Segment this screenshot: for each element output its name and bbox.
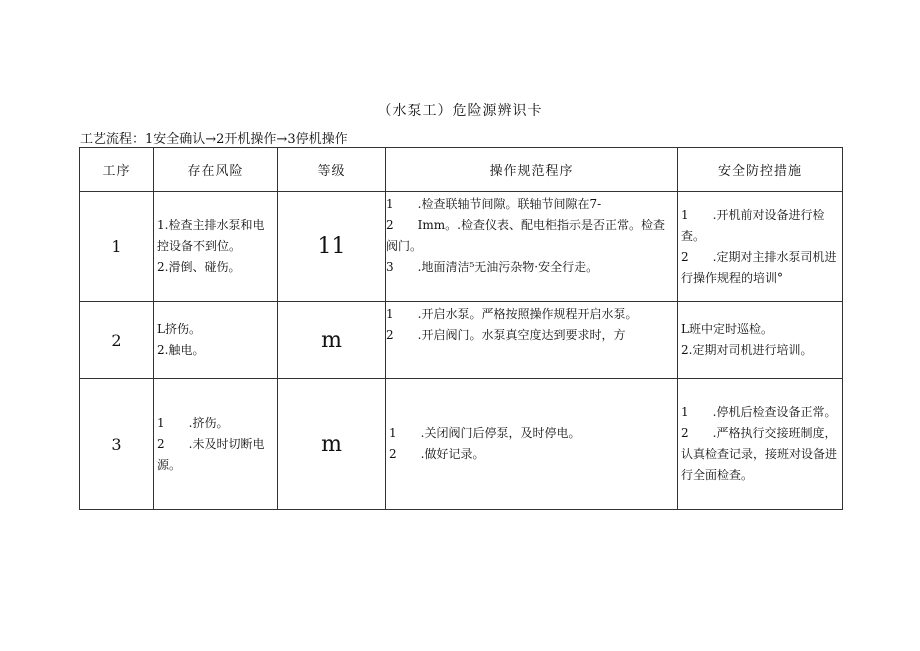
header-measures: 安全防控措施 [678, 148, 843, 192]
risk-cell [154, 302, 278, 379]
risk-item: 2.触电。 [157, 343, 205, 357]
risk-item: L挤伤。 [157, 322, 201, 336]
measures-cell [678, 192, 843, 302]
table-row [80, 379, 843, 510]
measures-cell [678, 302, 843, 379]
risk-item: 1 .挤伤。 [157, 415, 229, 430]
header-risk: 存在风险 [154, 148, 278, 192]
measure-item: 2.定期对司机进行培训。 [681, 343, 813, 357]
procedure-item: 3 .地面清洁⁵无油污杂物·安全行走。 [386, 260, 599, 274]
risk-cell [154, 379, 278, 510]
procedure-cell [386, 302, 678, 379]
process-flow: 工艺流程：1安全确认→2开机操作→3停机操作 [80, 132, 348, 147]
risk-level: m [278, 379, 386, 510]
measure-item: L班中定时巡检。 [681, 322, 773, 336]
table-header-row [80, 148, 843, 192]
risk-level: m [278, 302, 386, 379]
procedure-item: 2 .做好记录。 [389, 447, 485, 461]
measure-item: 1 .开机前对设备进行检查。 [681, 207, 825, 243]
header-step: 工序 [80, 148, 154, 192]
procedure-item: 2 .开启阀门。水泵真空度达到要求时，方 [386, 328, 626, 342]
header-procedure: 操作规范程序 [386, 148, 678, 192]
risk-item: 1.检查主排水泵和电控设备不到位。 [157, 218, 265, 253]
risk-item: 2 .未及时切断电源。 [157, 436, 265, 472]
measure-item: 2 .定期对主排水泵司机进行操作规程的培训° [681, 249, 837, 285]
hazard-table [79, 147, 843, 510]
procedure-item: 2 Imm。.检查仪表、配电柜指示是否正常。检查阀门。 [386, 218, 665, 253]
step-number: 1 [80, 192, 154, 302]
risk-level: 11 [278, 192, 386, 302]
step-number: 3 [80, 379, 154, 510]
card-title: （水泵工）危险源辨识卡 [377, 103, 543, 119]
procedure-cell [386, 192, 678, 302]
table-row [80, 302, 843, 379]
procedure-item: 1 .开启水泵。严格按照操作规程开启水泵。 [386, 307, 638, 321]
step-number: 2 [80, 302, 154, 379]
risk-cell [154, 192, 278, 302]
header-level: 等级 [278, 148, 386, 192]
measure-item: 2 .严格执行交接班制度，认真检查记录，接班对设备进行全面检查。 [681, 426, 838, 482]
risk-item: 2.滑倒、碰伤。 [157, 260, 241, 274]
procedure-cell [386, 379, 678, 510]
procedure-item: 1 .检查联轴节间隙。联轴节间隙在7- [386, 197, 602, 211]
measure-item: 1 .停机后检查设备正常。 [681, 405, 837, 419]
measures-cell [678, 379, 843, 510]
procedure-item: 1 .关闭阀门后停泵，及时停电。 [389, 426, 581, 440]
table-row [80, 192, 843, 302]
